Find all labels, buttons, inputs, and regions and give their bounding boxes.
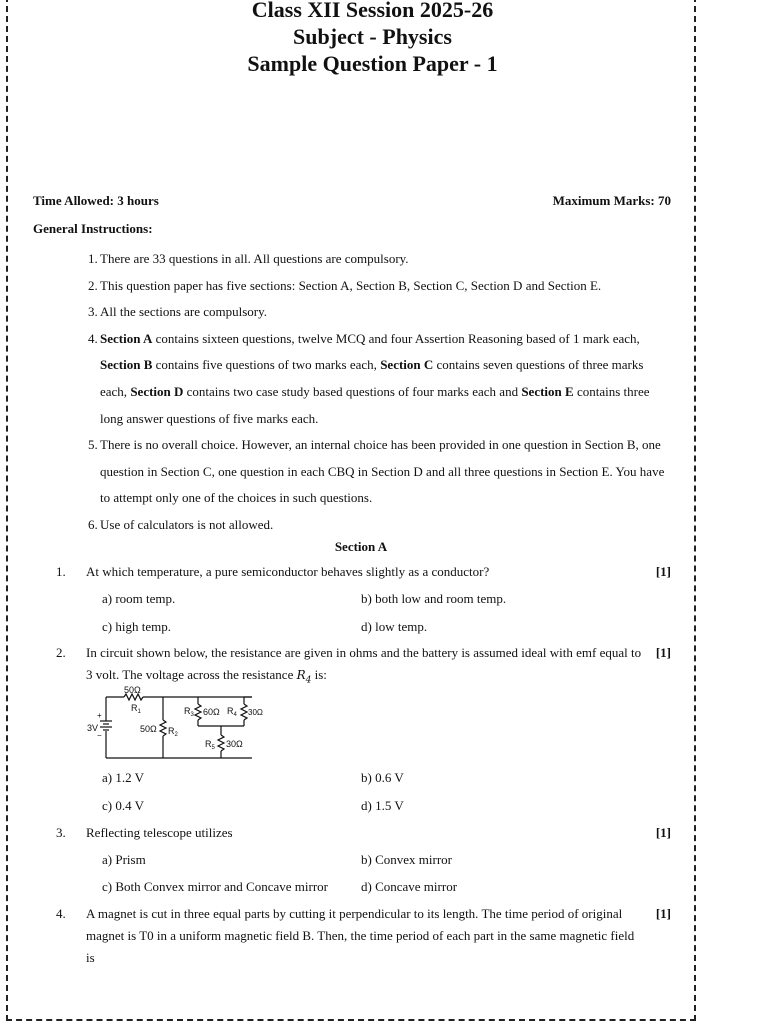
section-a-label: Section A [100, 330, 153, 346]
instruction-item [88, 273, 673, 300]
option-b[interactable]: b) 0.6 V [361, 770, 404, 785]
question-text-part: is: [311, 667, 327, 682]
question-number: 2. [56, 645, 66, 660]
resistance-subscript: 4 [305, 675, 312, 686]
subject-title: Subject - Physics [293, 24, 452, 49]
r3-label: $R_3$ [184, 706, 194, 718]
circuit-diagram [86, 684, 263, 762]
r1-value: 50Ω [124, 685, 141, 695]
option-a[interactable]: a) 1.2 V [102, 770, 145, 785]
r4-value: 30Ω [248, 708, 263, 717]
r1-label: $R_1$ [131, 703, 141, 715]
instruction-item [88, 512, 673, 539]
option-b[interactable]: b) Convex mirror [361, 852, 452, 867]
section-d-label: Section D [130, 383, 184, 399]
instruction-text: This question paper has five sections: Section A, Section B, Section C, Section D and Section E. [100, 277, 602, 293]
instruction-text: All the sections are compulsory. [100, 304, 268, 320]
battery-plus: + [97, 711, 102, 720]
instruction-number: 1. [88, 251, 98, 266]
option-d[interactable]: d) Concave mirror [361, 879, 458, 894]
instruction-item [88, 299, 673, 326]
question-text: A magnet is cut in three equal parts by cutting it perpendicular to its length. The time period of original magnet is T0 in a uniform magnetic field B. Then, the time period of each part in the same magnetic field is [86, 906, 635, 965]
option-a[interactable]: a) Prism [102, 852, 146, 867]
time-allowed: Time Allowed: 3 hours [33, 193, 159, 208]
instruction-text: Use of calculators is not allowed. [100, 516, 274, 532]
instruction-text: contains sixteen questions, twelve MCQ and four Assertion Reasoning based of 1 mark each, [152, 330, 640, 346]
class-session-title: Class XII Session 2025-26 [251, 0, 494, 22]
battery-label: 3V [87, 723, 99, 733]
section-b-label: Section B [100, 357, 153, 373]
question-number: 1. [56, 564, 66, 579]
instruction-text: contains two case study based questions of four marks each and [183, 383, 522, 399]
r2-value: 50Ω [140, 724, 157, 734]
question-text: At which temperature, a pure semiconductor behaves slightly as a conductor? [86, 564, 490, 579]
instructions-list [88, 246, 673, 539]
general-instructions-title: General Instructions: [33, 221, 153, 236]
question-text: Reflecting telescope utilizes [86, 825, 233, 840]
instruction-number: 6. [88, 516, 98, 532]
instruction-number: 4. [88, 330, 98, 346]
instruction-text: There is no overall choice. However, an internal choice has been provided in one question in Section B, one question in Section C, one question in each CBQ in Section D and all three questions in Section E. You have to attempt only one of the choices in such questions. [100, 437, 665, 506]
section-c-label: Section C [380, 357, 434, 373]
instruction-item [88, 432, 673, 512]
section-a-heading: Section A [334, 539, 388, 554]
r5-value: 30Ω [226, 739, 243, 749]
question-marks: [1] [655, 564, 671, 579]
instruction-text: contains five questions of two marks each, [152, 357, 381, 373]
instruction-number: 2. [88, 277, 98, 293]
maximum-marks: Maximum Marks: 70 [552, 193, 671, 208]
r4-label: $R_4$ [227, 706, 237, 718]
instruction-text: contains three long answer questions of five marks each. [100, 383, 650, 426]
option-a[interactable]: a) room temp. [102, 591, 176, 606]
instruction-number: 5. [88, 437, 98, 453]
paper-title: Sample Question Paper - 1 [247, 51, 498, 76]
battery-minus: − [97, 731, 102, 740]
instruction-item [88, 326, 673, 432]
question-marks: [1] [655, 825, 671, 840]
r3-value: 60Ω [203, 707, 220, 717]
question-number: 3. [56, 825, 66, 840]
question-number: 4. [56, 906, 66, 921]
instruction-item [88, 246, 673, 273]
instruction-number: 3. [88, 304, 98, 320]
meta-row [33, 193, 673, 209]
option-c[interactable]: c) 0.4 V [102, 798, 145, 813]
instruction-text: contains seven questions of three marks each, [100, 357, 644, 399]
r2-label: $R_2$ [168, 726, 178, 738]
question-marks: [1] [655, 906, 671, 921]
option-d[interactable]: d) low temp. [361, 619, 428, 634]
resistance-symbol: R [296, 668, 306, 682]
option-d[interactable]: d) 1.5 V [361, 798, 404, 813]
question-marks: [1] [655, 645, 671, 660]
option-c[interactable]: c) Both Convex mirror and Concave mirror [102, 879, 328, 894]
instruction-text: There are 33 questions in all. All questions are compulsory. [100, 251, 409, 266]
option-b[interactable]: b) both low and room temp. [361, 591, 507, 606]
section-e-label: Section E [521, 383, 574, 399]
paper-header [0, 0, 745, 77]
question-text-part: In circuit shown below, the resistance are given in ohms and the battery is assumed ideal with emf equal to 3 volt. The voltage across the resistance [86, 645, 642, 682]
option-c[interactable]: c) high temp. [102, 619, 171, 634]
r5-label: $R_5$ [205, 739, 215, 751]
